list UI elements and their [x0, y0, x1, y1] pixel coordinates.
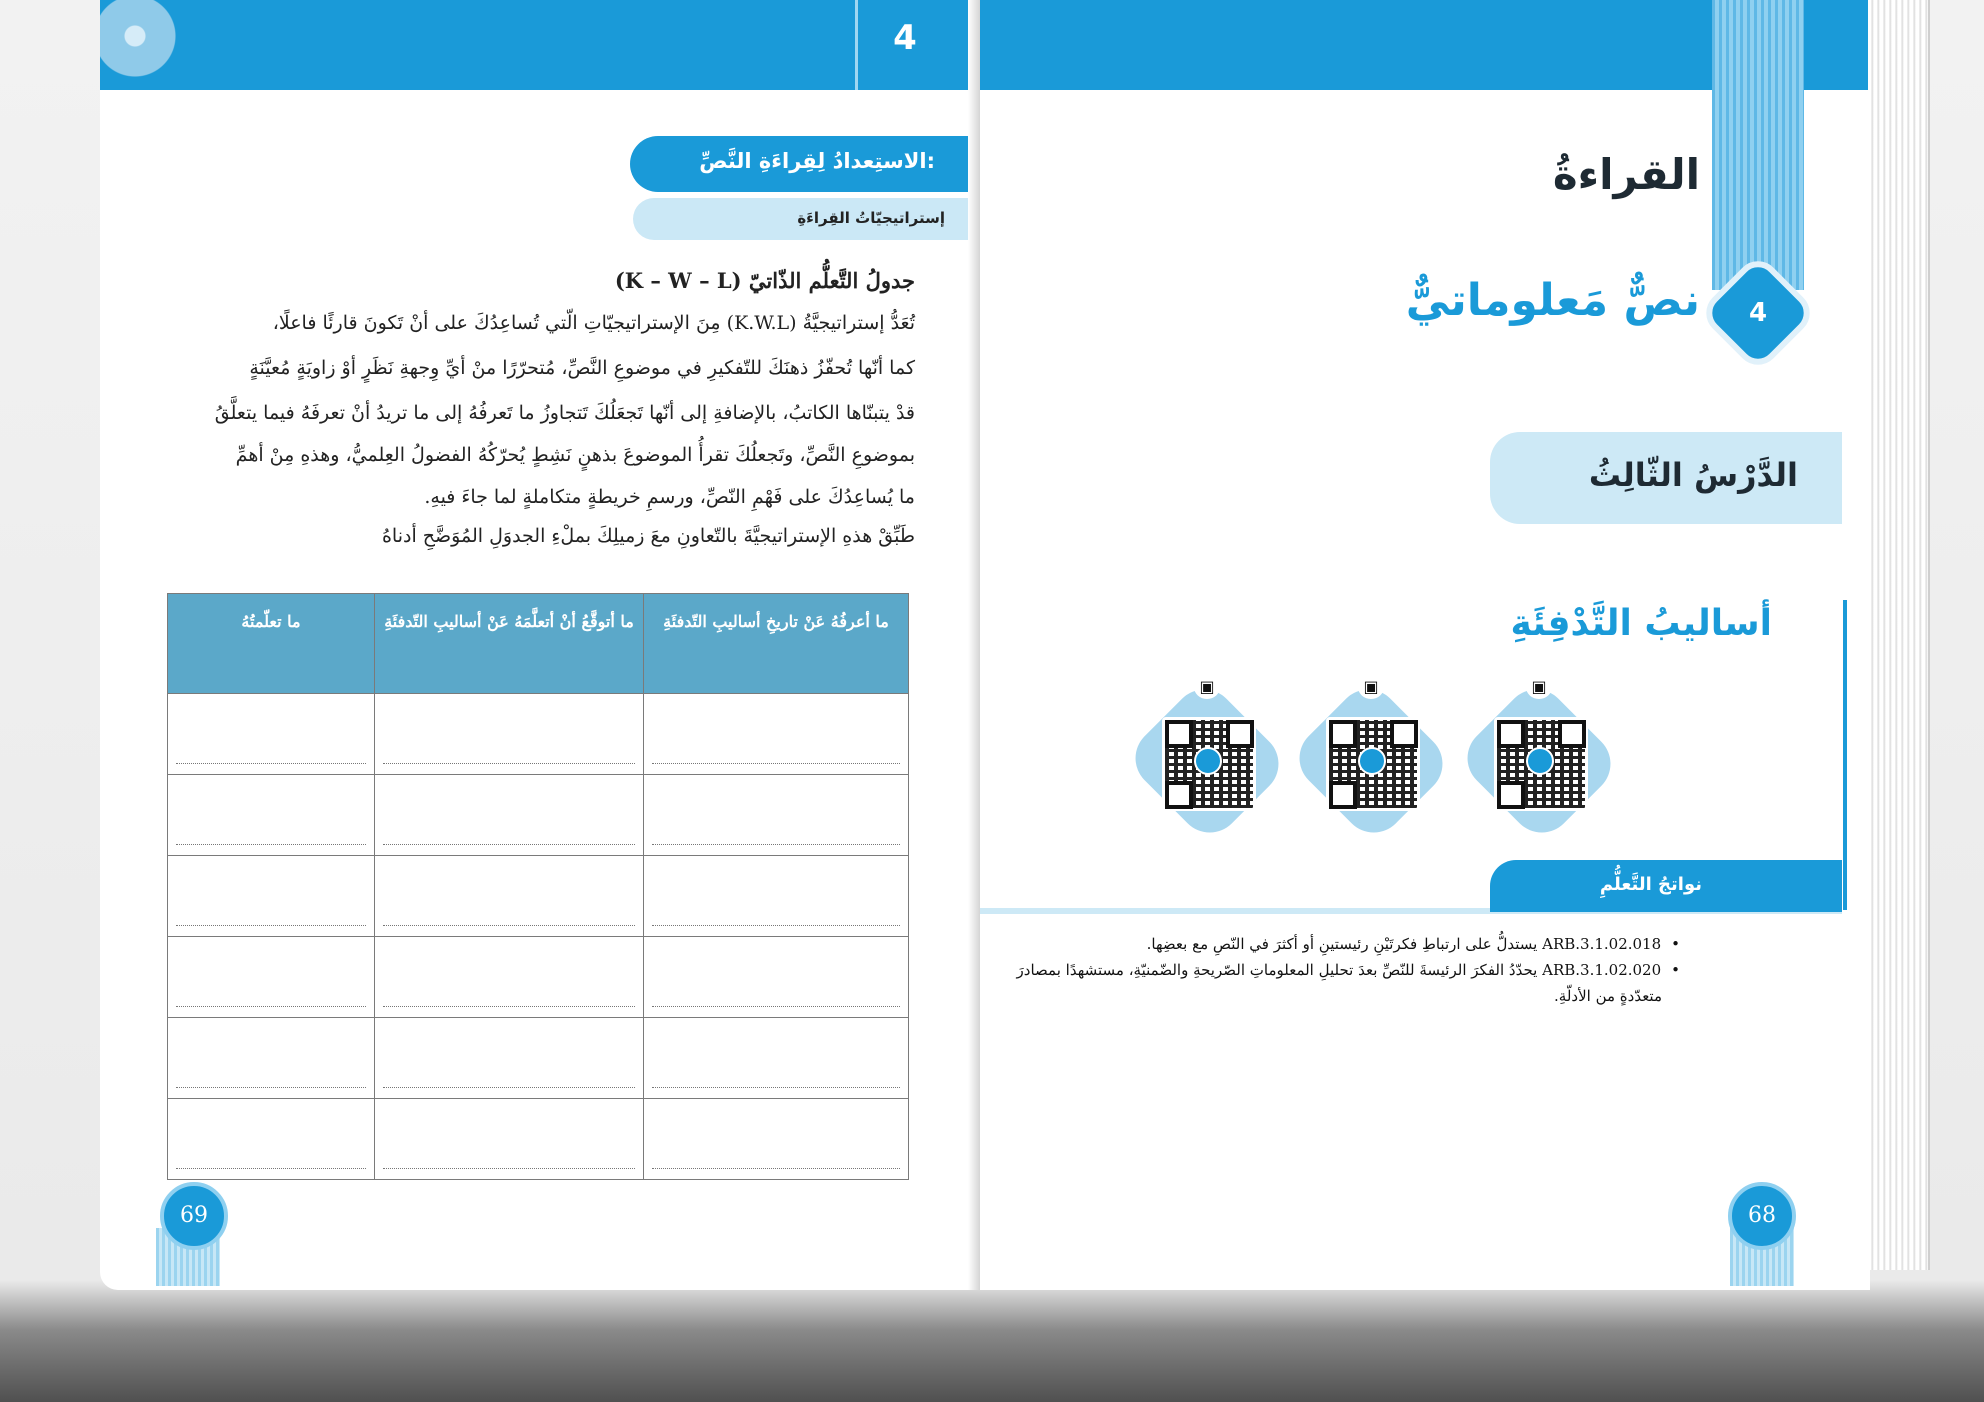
qr-corner [1558, 720, 1586, 748]
table-row [168, 1018, 909, 1099]
paragraph-line: طَبِّقْ هذهِ الإستراتيجيَّةَ بالتّعاونِ معَ زميلِكَ بملْءِ الجدوَلِ المُوَضَّحِ أدناهُ [381, 525, 915, 547]
qr-corner [1165, 720, 1193, 748]
lesson-number: 4 [1748, 298, 1768, 328]
page-edges [1868, 0, 1930, 1270]
outcome-item-continued: متعدّدةٍ من الأدلّةِ. [1554, 987, 1662, 1005]
subsection-heading-text: إستراتيجيّاتُ القِراءَةِ [797, 209, 945, 227]
table-cell[interactable] [375, 1099, 644, 1180]
right-margin-bar [1843, 600, 1847, 910]
table-header-row [168, 594, 909, 694]
page-number-right: 68 [1728, 1182, 1796, 1250]
qr-code-card[interactable] [1292, 677, 1450, 835]
table-cell[interactable] [375, 694, 644, 775]
lesson-label: الدَّرْسُ الثّالِثُ [1588, 456, 1798, 494]
qr-corner [1497, 781, 1525, 809]
outcomes-heading: نواتجُ التَّعلُّمِ [1599, 874, 1702, 895]
qr-corner [1329, 720, 1357, 748]
table-cell[interactable] [375, 1018, 644, 1099]
lesson-label-box [1490, 432, 1842, 524]
header-divider [855, 0, 858, 90]
lesson-type: نصٌّ مَعلوماتيٌّ [1405, 275, 1700, 326]
table-cell[interactable] [375, 937, 644, 1018]
unit-title: القراءةُ [1552, 150, 1700, 199]
subsection-heading [633, 198, 980, 240]
table-cell[interactable] [168, 937, 375, 1018]
paragraph-line: كما أنّها تُحفّزُ ذهنَكَ للتّفكيرِ في موضوعِ النَّصِّ، مُتحرّرًا منْ أيِّ وِجهةِ نَظَرٍ أوْ زاويَةٍ مُعيَّنَةٍ [249, 357, 915, 379]
video-camera-icon: ▣ [1526, 675, 1552, 699]
outcome-item: • ARB.3.1.02.018 يستدلُّ على ارتباطِ فكرتَيْنِ رئيستينِ أو أكثرَ في النّصِ مع بعضِها. [1015, 935, 1680, 953]
video-camera-icon: ▣ [1194, 675, 1220, 699]
qr-corner [1497, 720, 1525, 748]
page-number-left: 69 [160, 1182, 228, 1250]
table-cell[interactable] [644, 1018, 909, 1099]
table-row [168, 1099, 909, 1180]
table-cell[interactable] [168, 694, 375, 775]
qr-logo-icon [1194, 747, 1222, 775]
table-cell[interactable] [644, 1099, 909, 1180]
qr-code-card[interactable] [1460, 677, 1618, 835]
qr-corner [1165, 781, 1193, 809]
kwl-table [167, 593, 909, 1180]
section-heading [630, 136, 980, 192]
qr-corner [1329, 781, 1357, 809]
decorative-stripe [1712, 0, 1804, 290]
table-cell[interactable] [168, 856, 375, 937]
chapter-number: 4 [893, 18, 917, 58]
table-cell[interactable] [168, 1018, 375, 1099]
table-cell[interactable] [644, 694, 909, 775]
table-header: ما تعلّمتُهُ [168, 594, 375, 694]
table-row [168, 775, 909, 856]
table-header: ما أعرفُهُ عَنْ تاريخِ أساليبِ التّدفئَةِ [644, 594, 909, 694]
qr-corner [1390, 720, 1418, 748]
qr-code-card[interactable] [1128, 677, 1286, 835]
qr-logo-icon [1526, 747, 1554, 775]
kwl-title: جدولُ التَّعلُّم الذّاتيّ (K – W – L) [614, 268, 915, 293]
table-row [168, 937, 909, 1018]
paragraph-line: تُعَدُّ إستراتيجيَّةُ (K.W.L) مِنَ الإستراتيجيّاتِ الّتي تُساعِدُكَ على أنْ تَكونَ قارئًا فاعلًا، [272, 312, 915, 334]
video-camera-icon: ▣ [1358, 675, 1384, 699]
table-row [168, 694, 909, 775]
table-cell[interactable] [644, 856, 909, 937]
outcomes-heading-box [1490, 860, 1842, 912]
table-cell[interactable] [375, 775, 644, 856]
table-cell[interactable] [168, 775, 375, 856]
table-cell[interactable] [644, 937, 909, 1018]
paragraph-line: قدْ يتبنّاها الكاتبُ، بالإضافةِ إلى أنّها تَجعَلُكَ تَتجاوزُ ما تَعرفُهُ إلى ما تريدُ أنْ تعرفَهُ فيما يتعلَّقُ [214, 402, 915, 424]
qr-logo-icon [1358, 747, 1386, 775]
table-cell[interactable] [644, 775, 909, 856]
outcomes-list [1015, 935, 1680, 1013]
paragraph-line: ما يُساعِدُكَ على فَهْمِ النّصِّ، ورسمِ خريطةٍ متكاملةٍ لما جاءَ فيهِ. [424, 486, 915, 508]
lesson-topic: أساليبُ التَّدْفِئَةِ [1510, 603, 1772, 644]
table-row [168, 856, 909, 937]
section-heading-text: الاستِعدادُ لِقِراءَةِ النَّصِّ: [699, 149, 935, 173]
paragraph-line: بموضوعِ النَّصِّ، وتَجعلُكَ تقرأُ الموضوعَ بذهنٍ نَشِطٍ يُحرّكُهُ الفضولُ العِلميُّ، وهذهِ مِنْ أهمِّ [235, 444, 915, 466]
left-header-band [100, 0, 980, 90]
outcome-item: • ARB.3.1.02.020 يحدّدُ الفكرَ الرئيسةَ للنّصِّ بعدَ تحليلِ المعلوماتِ الصّريحةِ والضّمنيّةِ، مستشهدًا بمصادرَ [1015, 961, 1680, 979]
table-cell[interactable] [375, 856, 644, 937]
table-header: ما أتوقَّعُ أنْ أتعلَّمَهُ عَنْ أساليبِ التّدفئَةِ [375, 594, 644, 694]
table-cell[interactable] [168, 1099, 375, 1180]
qr-corner [1226, 720, 1254, 748]
